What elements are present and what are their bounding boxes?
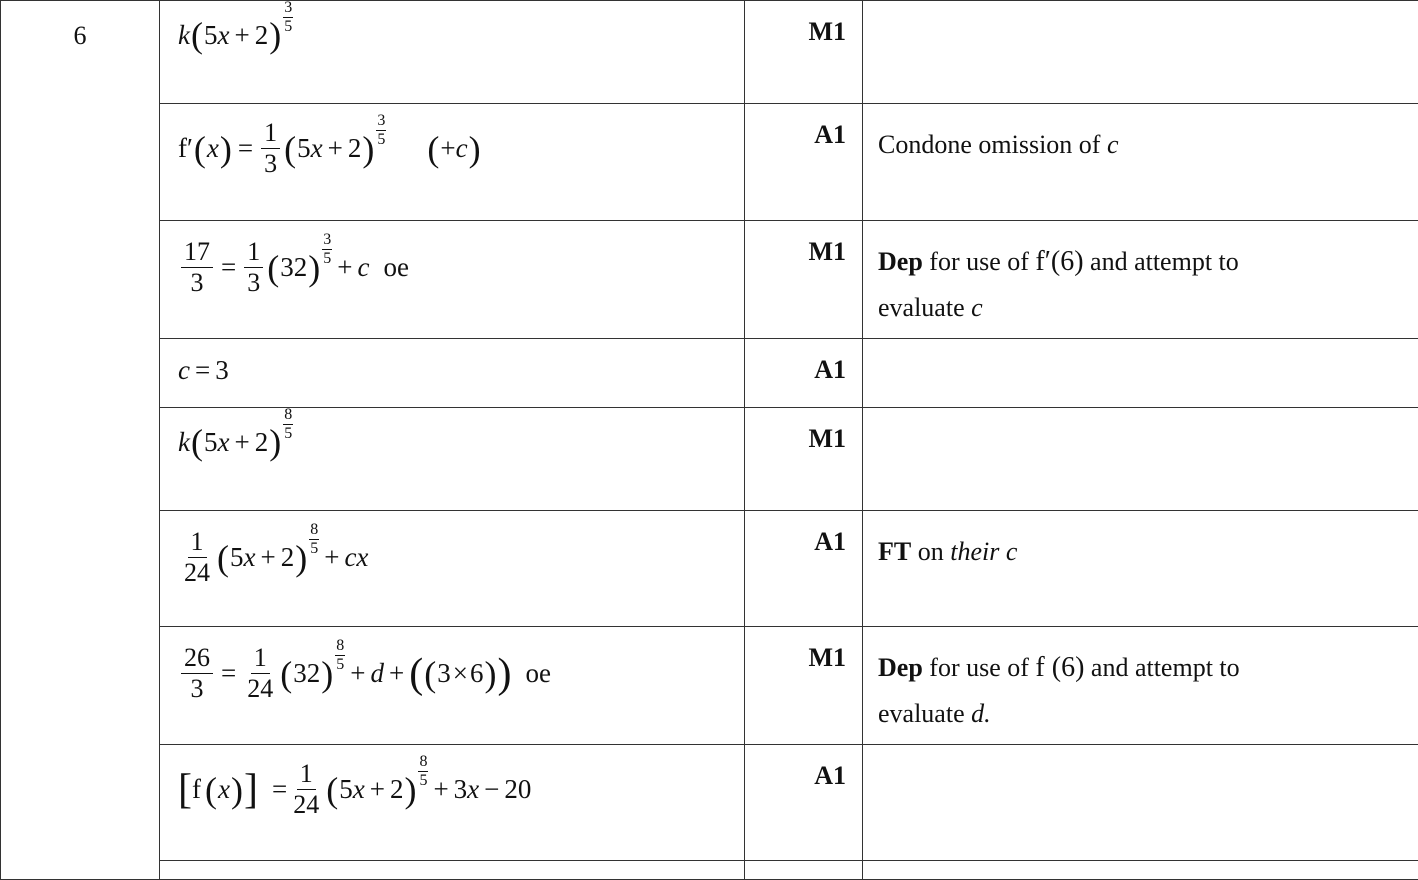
guidance-variable: c — [1107, 130, 1119, 159]
guidance-text: for use of — [923, 653, 1036, 682]
math-expression: f′ ( x ) = $\frac{1}{3}$ ( 5 x + 2 ) 3 5 ( + c ) — [178, 120, 482, 177]
table-row — [1, 627, 1418, 745]
answer-suffix: oe — [383, 252, 408, 283]
answer-cell — [160, 511, 745, 627]
mark-cell — [745, 861, 863, 880]
guidance-function: f′(6) — [1035, 246, 1083, 277]
answer-cell — [160, 104, 745, 221]
answer-cell — [160, 339, 745, 408]
guidance-cell — [863, 511, 1418, 627]
table-row — [1, 1, 1418, 104]
guidance-lead: FT — [878, 537, 911, 566]
guidance-text: and attempt to — [1084, 653, 1239, 682]
mark-cell: A1 — [745, 511, 863, 627]
math-expression: k ( 5 x + 2 ) 8 5 — [178, 424, 293, 460]
guidance-cell — [863, 104, 1418, 221]
math-expression: k ( 5 x + 2 ) 3 5 — [178, 17, 293, 53]
mark-cell: A1 — [745, 104, 863, 221]
guidance-text: Condone omission of — [878, 130, 1107, 159]
table-row — [1, 104, 1418, 221]
guidance-variable: d. — [971, 699, 991, 728]
answer-cell — [160, 745, 745, 861]
answer-cell — [160, 861, 745, 880]
math-expression: $\frac{17}{3}$ = $\frac{1}{3}$ ( 32 ) 3 5 + c oe — [178, 239, 409, 296]
math-expression: c = 3 — [178, 355, 229, 386]
guidance-lead: Dep — [878, 247, 923, 276]
math-expression: [ f ( x ) ] = 1 24 ( 5 x + 2 ) 8 5 + 3 x − 20 — [178, 761, 531, 818]
guidance-cell — [863, 627, 1418, 745]
table-row — [1, 221, 1418, 339]
answer-cell — [160, 408, 745, 511]
mark-cell: A1 — [745, 339, 863, 408]
guidance-text: on — [911, 537, 950, 566]
table-row — [1, 861, 1418, 880]
table-row — [1, 511, 1418, 627]
mark-cell: M1 — [745, 1, 863, 104]
guidance-variable: their c — [950, 537, 1017, 566]
guidance-text: evaluate — [878, 293, 971, 322]
guidance-text: evaluate — [878, 699, 971, 728]
guidance-cell — [863, 408, 1418, 511]
guidance-text: and attempt to — [1084, 247, 1239, 276]
table-row — [1, 339, 1418, 408]
guidance-cell — [863, 745, 1418, 861]
mark-cell: M1 — [745, 627, 863, 745]
answer-suffix: oe — [525, 658, 550, 689]
mark-cell: A1 — [745, 745, 863, 861]
answer-cell — [160, 627, 745, 745]
guidance-cell — [863, 1, 1418, 104]
guidance-cell — [863, 861, 1418, 880]
table-row — [1, 745, 1418, 861]
guidance-cell — [863, 221, 1418, 339]
guidance-lead: Dep — [878, 653, 923, 682]
math-expression: 1 24 ( 5 x + 2 ) 8 5 + cx — [178, 529, 368, 586]
question-number: 6 — [1, 1, 160, 880]
table-row — [1, 408, 1418, 511]
guidance-variable: c — [971, 293, 983, 322]
mark-cell: M1 — [745, 221, 863, 339]
guidance-function: f (6) — [1035, 652, 1084, 683]
answer-cell — [160, 221, 745, 339]
math-expression: $\frac{26}{3}$ = $\frac{1}{24}$ ( 32 ) 8 5 + d + ( ( 3 × 6 ) ) oe — [178, 645, 551, 702]
guidance-cell — [863, 339, 1418, 408]
answer-cell — [160, 1, 745, 104]
guidance-text: for use of — [923, 247, 1036, 276]
mark-cell: M1 — [745, 408, 863, 511]
